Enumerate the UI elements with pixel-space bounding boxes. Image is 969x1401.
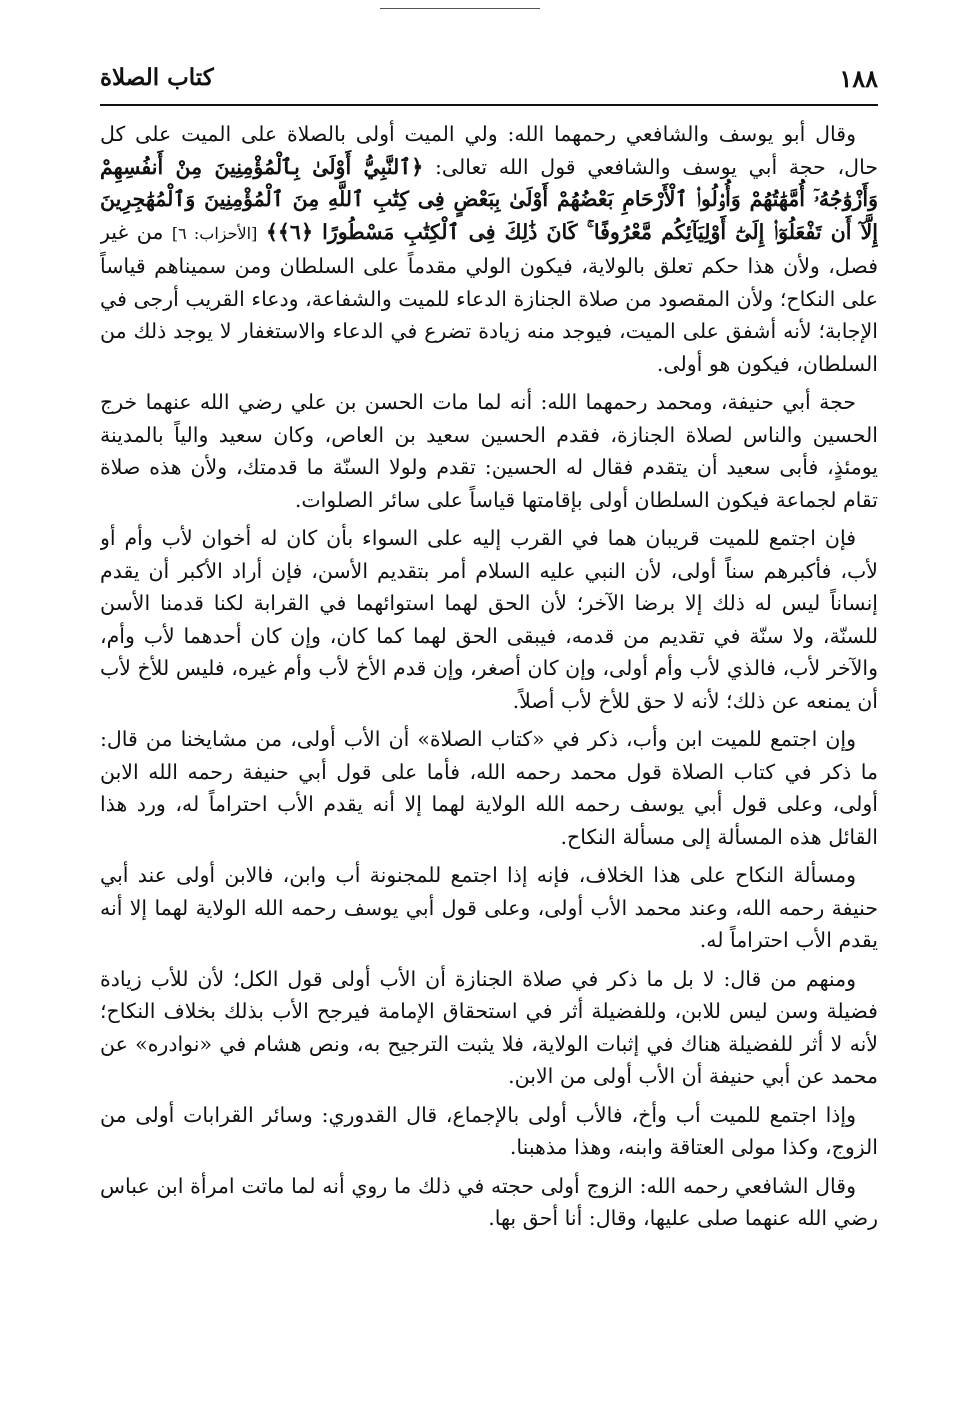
paragraph-4: وإن اجتمع للميت ابن وأب، ذكر في «كتاب الصلاة» أن الأب أولى، من مشايخنا من قال: ما ذكر في كتاب الصلاة قول محمد رحمه الله، فأما على قول أبي حنيفة رحمه الله الابن أولى، وعلى قول أبي يوسف رحمه الله الولاية لهما إلا أنه يقدم الأب احتراماً له، ورد هذا القائل هذه المسألة إلى مسألة النكاح.: [100, 727, 878, 849]
paragraph-7: وإذا اجتمع للميت أب وأخ، فالأب أولى بالإجماع، قال القدوري: وسائر القرابات أولى من الزوج، وكذا مولى العتاقة وابنه، وهذا مذهبنا.: [100, 1102, 878, 1159]
quran-verse: ﴿ٱلنَّبِيُّ أَوْلَىٰ بِٱلْمُؤْمِنِينَ مِنْ أَنفُسِهِمْ وَأَزْوَٰجُهُۥٓ أُمَّهَٰتُهُمْ وَأُو۟لُوا۟ ٱلْأَرْحَامِ بَعْضُهُمْ أَوْلَىٰ بِبَعْضٍ فِى كِتَٰبِ ٱللَّهِ مِنَ ٱلْمُؤْمِنِينَ وَٱلْمُهَٰجِرِينَ إِلَّآ أَن تَفْعَلُوٓا۟ إِلَىٰٓ أَوْلِيَآئِكُم مَّعْرُوفًا ۚ كَانَ ذَٰلِكَ فِى ٱلْكِتَٰبِ مَسْطُورًا ﴿٦﴾﴾: [100, 154, 878, 244]
running-title: كتاب الصلاة: [100, 64, 214, 91]
paragraph-1-intro: وقال أبو يوسف والشافعي رحمهما الله: ولي الميت أولى بالصلاة على الميت على كل حال، حجة أبي يوسف والشافعي قول الله تعالى:: [100, 122, 878, 179]
header-divider: [100, 104, 878, 106]
page-header: [100, 62, 878, 102]
paragraph-6: ومنهم من قال: لا بل ما ذكر في صلاة الجنازة أن الأب أولى قول الكل؛ لأن للأب زيادة فضيلة وسن ليس للابن، وللفضيلة أثر في استحقاق الإمامة فيرجح الأب بذلك بخلاف النكاح؛ لأنه لا أثر للفضيلة هناك في إثبات الولاية، فلا يثبت الترجيح به، ونص هشام في «نوادره» عن محمد عن أبي حنيفة أن الأب أولى من الابن.: [100, 966, 878, 1088]
paragraph-2: حجة أبي حنيفة، ومحمد رحمهما الله: أنه لما مات الحسن بن علي رضي الله عنهما خرج الحسين والناس لصلاة الجنازة، فقدم الحسين سعيد بن العاص، وكان سعيد والياً بالمدينة يومئذٍ، فأبى سعيد أن يتقدم فقال له الحسين: تقدم ولولا السنّة ما قدمتك، ولأن هذه صلاة تقام لجماعة فيكون السلطان أولى بإقامتها قياساً على سائر الصلوات.: [100, 390, 878, 512]
verse-reference: [الأحزاب: ٦]: [171, 223, 258, 243]
paragraph-8: وقال الشافعي رحمه الله: الزوج أولى حجته في ذلك ما روي أنه لما ماتت امرأة ابن عباس رضي الله عنهما صلى عليها، وقال: أنا أحق بها.: [100, 1173, 878, 1230]
paragraph-5: ومسألة النكاح على هذا الخلاف، فإنه إذا اجتمع للمجنونة أب وابن، فالابن أولى عند أبي حنيفة رحمه الله، وعند محمد الأب أولى، وعلى قول أبي يوسف رحمه الله الولاية لهما إلا أنه يقدم الأب احتراماً له.: [100, 863, 878, 952]
page-body: [100, 118, 878, 1368]
paragraph-1: [100, 118, 878, 380]
top-edge-rule: [380, 8, 540, 9]
paragraph-3: فإن اجتمع للميت قريبان هما في القرب إليه على السواء بأن كان له أخوان لأب وأم أو لأب، فأكبرهم سناً أولى، لأن النبي عليه السلام أمر بتقديم الأسن، فإن أراد الأكبر أن يقدم إنساناً ليس له ذلك إلا برضا الآخر؛ لأن الحق لهما استوائهما في القرابة لكنا قدمنا الأسن للسنّة، ولا سنّة في تقديم من قدمه، فيبقى الحق لهما كما كان، وإن كان أحدهما لأب وأم، والآخر لأب، فالذي لأب وأم أولى، وإن كان أصغر، وإن قدم الأخ لأب وأم غيره، فليس للأخ لأب أن يمنعه عن ذلك؛ لأنه لا حق للأخ لأب أصلاً.: [100, 526, 878, 713]
paragraph-1-continuation: من غير فصل، ولأن هذا حكم تعلق بالولاية، فيكون الولي مقدماً على السلطان ومن سميناهم قياساً على النكاح؛ ولأن المقصود من صلاة الجنازة الدعاء للميت والشفاعة، ودعاء القريب أرجى في الإجابة؛ لأنه أشفق على الميت، فيوجد منه زيادة تضرع في الدعاء والاستغفار لا يوجد ذلك من السلطان، فيكون هو أولى.: [100, 219, 878, 376]
page-number: ١٨٨: [839, 64, 878, 93]
